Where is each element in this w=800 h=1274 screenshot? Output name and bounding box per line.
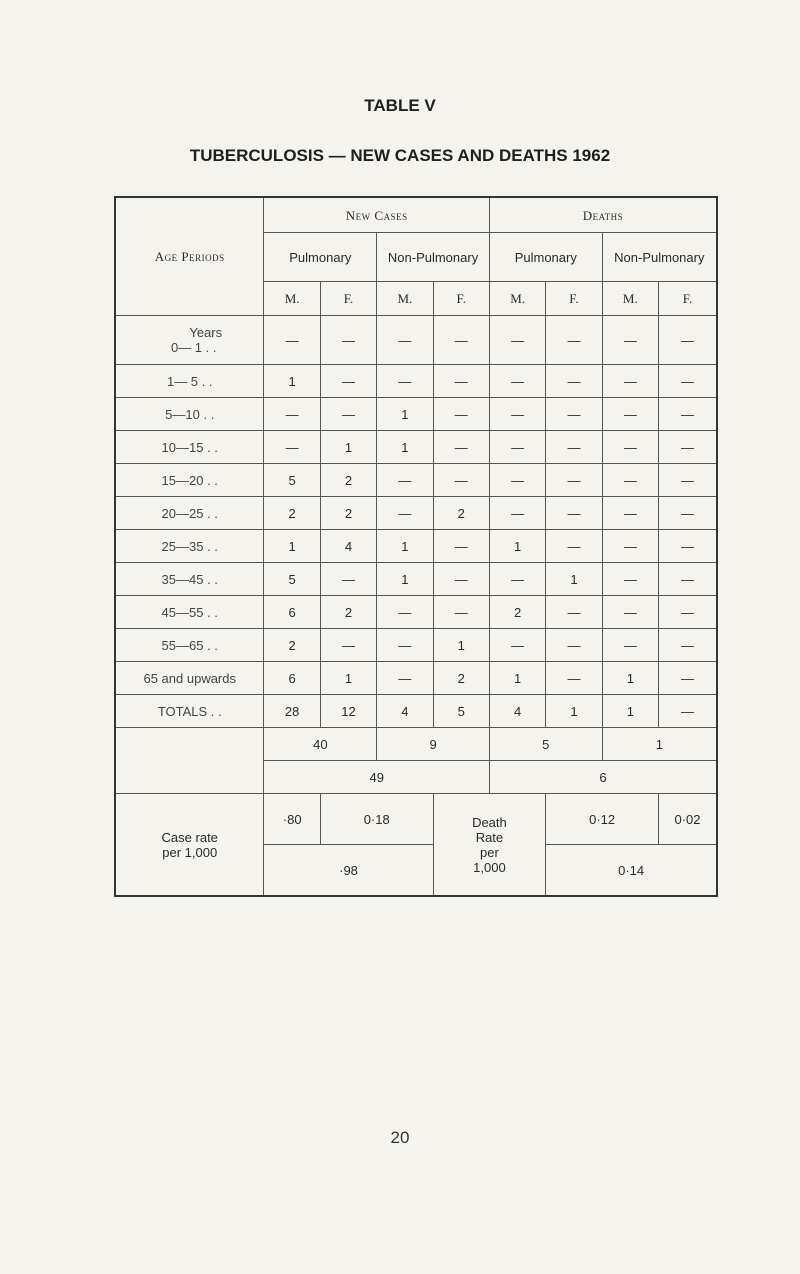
table-cell: — [602,365,658,398]
table-cell: — [602,629,658,662]
table-cell: — [659,596,718,629]
table-cell: — [377,629,433,662]
table-cell: — [602,431,658,464]
totals-cell: 5 [433,695,489,728]
table-cell: 2 [320,464,376,497]
sex-header-m: M. [489,282,545,316]
d-non-pulmonary-header: Non-Pulmonary [602,233,717,282]
table-cell: 5 [264,464,320,497]
death-rate-label-line: Rate [475,829,504,845]
totals-row [115,695,717,728]
totals-cell: 4 [489,695,545,728]
table-cell: — [433,398,489,431]
table-cell: — [659,530,718,563]
table-cell: — [659,464,718,497]
table-row [115,497,717,530]
table-cell: 2 [264,629,320,662]
table-cell: — [489,365,545,398]
table-cell: — [546,398,602,431]
table-cell: — [602,530,658,563]
age-period-label: 55—65 . . [161,637,218,653]
table-cell: — [546,662,602,695]
age-period-label: 5—10 . . [165,406,215,422]
death-rate-total: 0·14 [546,845,717,897]
new-cases-header: New Cases [264,197,489,233]
age-period-label: 25—35 . . [161,538,218,554]
table-cell: 2 [320,596,376,629]
age-period-label: 35—45 . . [161,571,218,587]
age-period-cell [115,629,264,662]
table-row [115,431,717,464]
table-cell: 2 [320,497,376,530]
sex-header-f: F. [320,282,376,316]
table-cell: — [320,316,376,365]
sex-header-f: F. [546,282,602,316]
age-period-cell [115,431,264,464]
age-period-cell [115,662,264,695]
table-cell: — [602,316,658,365]
table-cell: 1 [602,662,658,695]
table-cell: — [264,398,320,431]
table-cell: — [489,497,545,530]
table-cell: — [489,431,545,464]
table-cell: 1 [377,530,433,563]
table-cell: — [659,365,718,398]
d-pulmonary-subtotal: 5 [489,728,602,761]
table-cell: 1 [377,398,433,431]
nc-pulmonary-header: Pulmonary [264,233,377,282]
table-cell: — [433,431,489,464]
table-cell: — [377,316,433,365]
totals-cell: — [659,695,718,728]
table-cell: — [489,398,545,431]
table-cell: — [546,497,602,530]
table-cell: 6 [264,596,320,629]
table-cell: — [546,464,602,497]
table-cell: — [546,530,602,563]
table-row [115,365,717,398]
table-cell: 1 [264,365,320,398]
table-cell: — [377,365,433,398]
totals-cell: 4 [377,695,433,728]
table-cell: 2 [489,596,545,629]
table-cell: — [659,563,718,596]
table-cell: — [546,431,602,464]
sex-header-f: F. [433,282,489,316]
d-pulmonary-header: Pulmonary [489,233,602,282]
age-period-cell [115,497,264,530]
table-row [115,464,717,497]
table-cell: 6 [264,662,320,695]
age-period-label: 45—55 . . [161,604,218,620]
table-cell: — [546,316,602,365]
age-period-label: 20—25 . . [161,505,218,521]
table-cell: — [659,431,718,464]
table-cell: 2 [433,497,489,530]
table-cell: — [377,464,433,497]
table-cell: — [659,398,718,431]
table-cell: — [264,316,320,365]
table-title: TABLE V [364,96,436,115]
table-cell: — [489,563,545,596]
deaths-header: Deaths [489,197,717,233]
age-period-cell [115,464,264,497]
totals-label: TOTALS . . [115,695,264,728]
totals-cell: 12 [320,695,376,728]
table-cell: 2 [264,497,320,530]
d-total: 6 [489,761,717,794]
sex-header-m: M. [377,282,433,316]
nc-non-pulmonary-subtotal: 9 [377,728,490,761]
table-cell: — [602,563,658,596]
table-cell: — [433,316,489,365]
age-period-cell [115,316,264,365]
table-cell: — [433,563,489,596]
table-cell: — [602,596,658,629]
age-period-label: 10—15 . . [161,439,218,455]
death-rate-label-line: per [480,844,499,860]
empty-cell [115,728,264,794]
case-rate-pulmonary: ·80 [264,794,320,845]
table-cell: — [546,629,602,662]
table-cell: 1 [320,431,376,464]
table-cell: 1 [320,662,376,695]
case-rate-total: ·98 [264,845,433,897]
table-cell: — [320,629,376,662]
age-period-cell [115,365,264,398]
totals-cell: 1 [602,695,658,728]
totals-cell: 28 [264,695,320,728]
table-cell: 1 [546,563,602,596]
age-period-label: 1— 5 . . [166,373,213,389]
table-cell: — [433,365,489,398]
d-non-pulmonary-subtotal: 1 [602,728,717,761]
page-number: 20 [390,1128,410,1147]
age-period-label: 65 and upwards [143,670,236,686]
age-period-cell [115,596,264,629]
table-cell: — [264,431,320,464]
table-cell: — [489,464,545,497]
table-row [115,629,717,662]
table-cell: — [602,464,658,497]
age-period-cell [115,563,264,596]
case-rate-label-line: per 1,000 [162,844,218,860]
table-cell: — [602,398,658,431]
age-period-cell [115,530,264,563]
table-cell: — [433,596,489,629]
table-cell: — [489,629,545,662]
nc-pulmonary-subtotal: 40 [264,728,377,761]
table-cell: — [489,316,545,365]
death-rate-label [433,794,546,897]
table-row [115,398,717,431]
sex-header-m: M. [264,282,320,316]
table-cell: — [659,497,718,530]
table-cell: 1 [264,530,320,563]
case-rate-label-line: Case rate [161,829,218,845]
table-cell: 1 [377,431,433,464]
table-cell: 5 [264,563,320,596]
age-period-cell [115,398,264,431]
table-cell: — [659,316,718,365]
sex-header-m: M. [602,282,658,316]
table-row [115,662,717,695]
table-row [115,563,717,596]
table-row [115,530,717,563]
death-rate-label-line: 1,000 [473,859,506,875]
table-cell: — [320,563,376,596]
table-cell: 1 [433,629,489,662]
table-cell: — [377,596,433,629]
table-cell: — [659,662,718,695]
table-cell: — [320,398,376,431]
table-cell: — [433,530,489,563]
table-cell: — [320,365,376,398]
totals-cell: 1 [546,695,602,728]
table-cell: 2 [433,662,489,695]
nc-total: 49 [264,761,489,794]
table-cell: — [377,662,433,695]
death-rate-pulmonary: 0·12 [546,794,659,845]
table-cell: — [546,365,602,398]
age-periods-header: Age Periods [115,197,264,316]
table-cell: — [433,464,489,497]
table-row [115,316,717,365]
age-unit-label: Years [189,325,223,340]
table-cell: 1 [489,662,545,695]
table-cell: — [546,596,602,629]
case-rate-label [115,794,264,897]
table-cell: 1 [489,530,545,563]
table-cell: — [377,497,433,530]
case-rate-non-pulmonary: 0·18 [320,794,433,845]
table-row [115,596,717,629]
age-period-label: 15—20 . . [161,472,218,488]
table-cell: 4 [320,530,376,563]
table-cell: — [602,497,658,530]
table-subtitle: TUBERCULOSIS — NEW CASES AND DEATHS 1962 [189,146,611,165]
tuberculosis-table [114,196,718,897]
death-rate-label-line: Death [472,814,507,830]
age-period-label: 0— 1 . . [170,340,217,355]
death-rate-non-pulmonary: 0·02 [659,794,718,845]
sex-header-f: F. [659,282,718,316]
table-cell: — [659,629,718,662]
nc-non-pulmonary-header: Non-Pulmonary [377,233,490,282]
table-cell: 1 [377,563,433,596]
